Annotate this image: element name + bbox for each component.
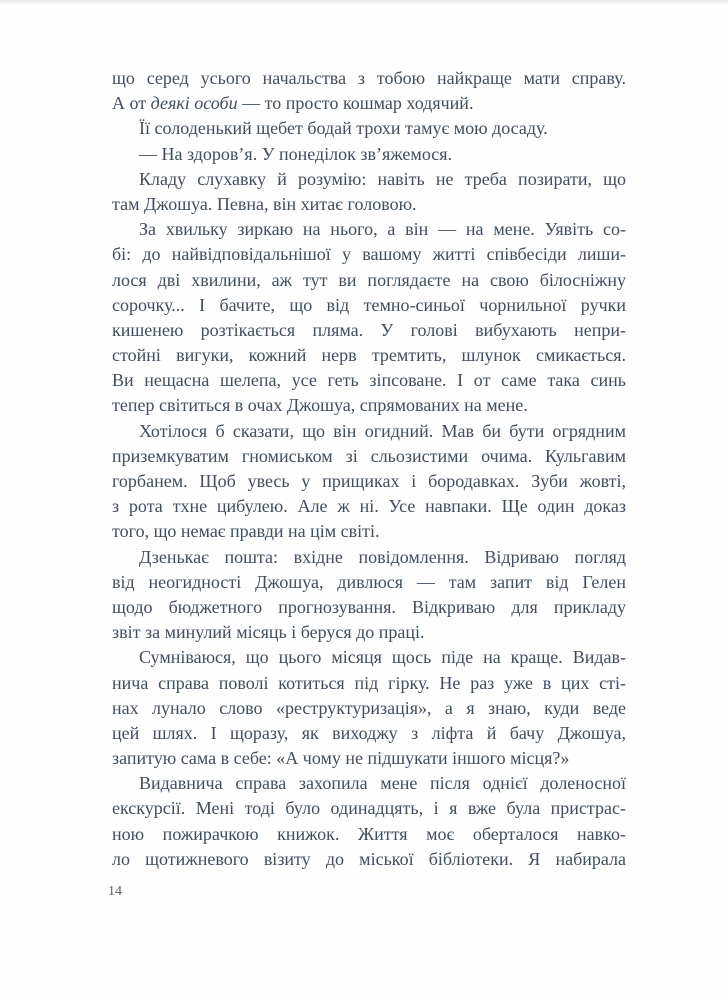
text-segment: нах лунало слово «реструктуризація», а я знаю, куди веде (112, 697, 626, 718)
text-line (112, 268, 626, 293)
text-line (112, 519, 626, 544)
text-segment: — На здоров’я. У понеділок зв’яжемося. (139, 143, 453, 164)
text-segment: Кладу слухавку й розумію: навіть не треба позирати, що (139, 168, 626, 189)
text-line (112, 645, 626, 670)
text-segment: цей шлях. І щоразу, як виходжу з ліфта й бачу Джошуа, (112, 722, 626, 743)
text-segment: лося дві хвилини, аж тут ви поглядаєте на свою білосніжну (112, 269, 626, 290)
text-segment: бі: до найвідповідальнішої у вашому житті співбесіди лиши- (112, 244, 626, 265)
text-segment: сорочку... І бачите, що від темно-синьої чорнильної ручки (112, 294, 626, 315)
text-segment: кишенею розтікається пляма. У голові вибухають непри- (112, 319, 626, 340)
text-line (112, 595, 626, 620)
page-number: 14 (108, 884, 122, 899)
text-line (112, 217, 626, 242)
text-line (112, 66, 626, 91)
text-line (112, 847, 626, 872)
text-segment: звіт за минулий місяць і беруся до праці. (112, 622, 425, 643)
text-line (112, 671, 626, 696)
text-segment: приземкуватим гномиськом зі сльозистими очима. Кульгавим (112, 445, 626, 466)
text-segment: Сумніваюся, що цього місяця щось піде на краще. Видав- (139, 647, 626, 668)
text-segment: Хотілося б сказати, що він огидний. Мав би бути огрядним (139, 420, 626, 441)
text-segment: тепер світиться в очах Джошуа, спрямованих на мене. (112, 395, 528, 416)
text-segment: що серед усього начальства з тобою найкраще мати справу. (112, 68, 626, 88)
text-line (112, 721, 626, 746)
text-line (112, 318, 626, 343)
text-segment: там Джошуа. Певна, він хитає головою. (112, 193, 417, 214)
text-segment: нича справа поволі котиться під гірку. Не раз уже в цих сті- (112, 672, 626, 693)
text-segment: Її солоденький щебет бодай трохи тамує мою досаду. (139, 118, 548, 139)
text-segment: від неогидності Джошуа, дивлюся — там запит від Гелен (112, 571, 626, 592)
text-segment: щодо бюджетного прогнозування. Відкриваю для прикладу (112, 596, 626, 617)
text-line (112, 393, 626, 418)
text-line (112, 91, 626, 116)
text-line (112, 368, 626, 393)
page-top-edge (0, 0, 728, 6)
text-segment: Видавнича справа захопила мене після однієї доленосної (139, 773, 626, 794)
text-line (112, 142, 626, 167)
text-line (112, 444, 626, 469)
text-segment: запитую сама в себе: «А чому не підшукати іншого місця?» (112, 748, 570, 769)
page-text-block (112, 66, 626, 872)
text-line (112, 771, 626, 796)
text-segment: з рота тхне цибулею. Але ж ні. Усе навпаки. Ще один доказ (112, 496, 626, 517)
text-line (112, 570, 626, 595)
text-segment: ло щотижневого візиту до міської бібліотеки. Я набирала (112, 848, 626, 869)
text-line (112, 419, 626, 444)
text-line (112, 116, 626, 141)
text-line (112, 620, 626, 645)
text-segment: горбанем. Щоб увесь у прищиках і бородавках. Зуби жовті, (112, 471, 626, 491)
text-line (112, 343, 626, 368)
text-segment: стойні вигуки, кожний нерв тремтить, шлунок смикається. (112, 345, 626, 366)
text-line (112, 469, 626, 494)
text-line (112, 293, 626, 318)
text-segment: А от (112, 93, 151, 114)
text-line (112, 167, 626, 192)
text-line (112, 242, 626, 267)
text-line (112, 494, 626, 519)
text-line (112, 746, 626, 771)
text-segment: Дзенькає пошта: вхідне повідомлення. Відриваю погляд (139, 546, 626, 567)
text-segment-italic: деякі особи (150, 93, 238, 114)
text-segment: За хвильку зиркаю на нього, а він — на мене. Уявіть со- (139, 219, 626, 240)
text-segment: Ви нещасна шелепа, усе геть зіпсоване. І от саме така синь (112, 370, 626, 391)
text-line (112, 796, 626, 821)
text-line (112, 545, 626, 570)
text-segment: — то просто кошмар ходячий. (237, 93, 474, 114)
text-segment: екскурсії. Мені тоді було одинадцять, і я вже була пристрас- (112, 798, 626, 819)
text-line (112, 822, 626, 847)
text-line (112, 192, 626, 217)
text-segment: того, що немає правди на цім світі. (112, 521, 380, 542)
text-segment: ною пожирачкою книжок. Життя моє оберталося навко- (112, 823, 626, 844)
text-line (112, 696, 626, 721)
